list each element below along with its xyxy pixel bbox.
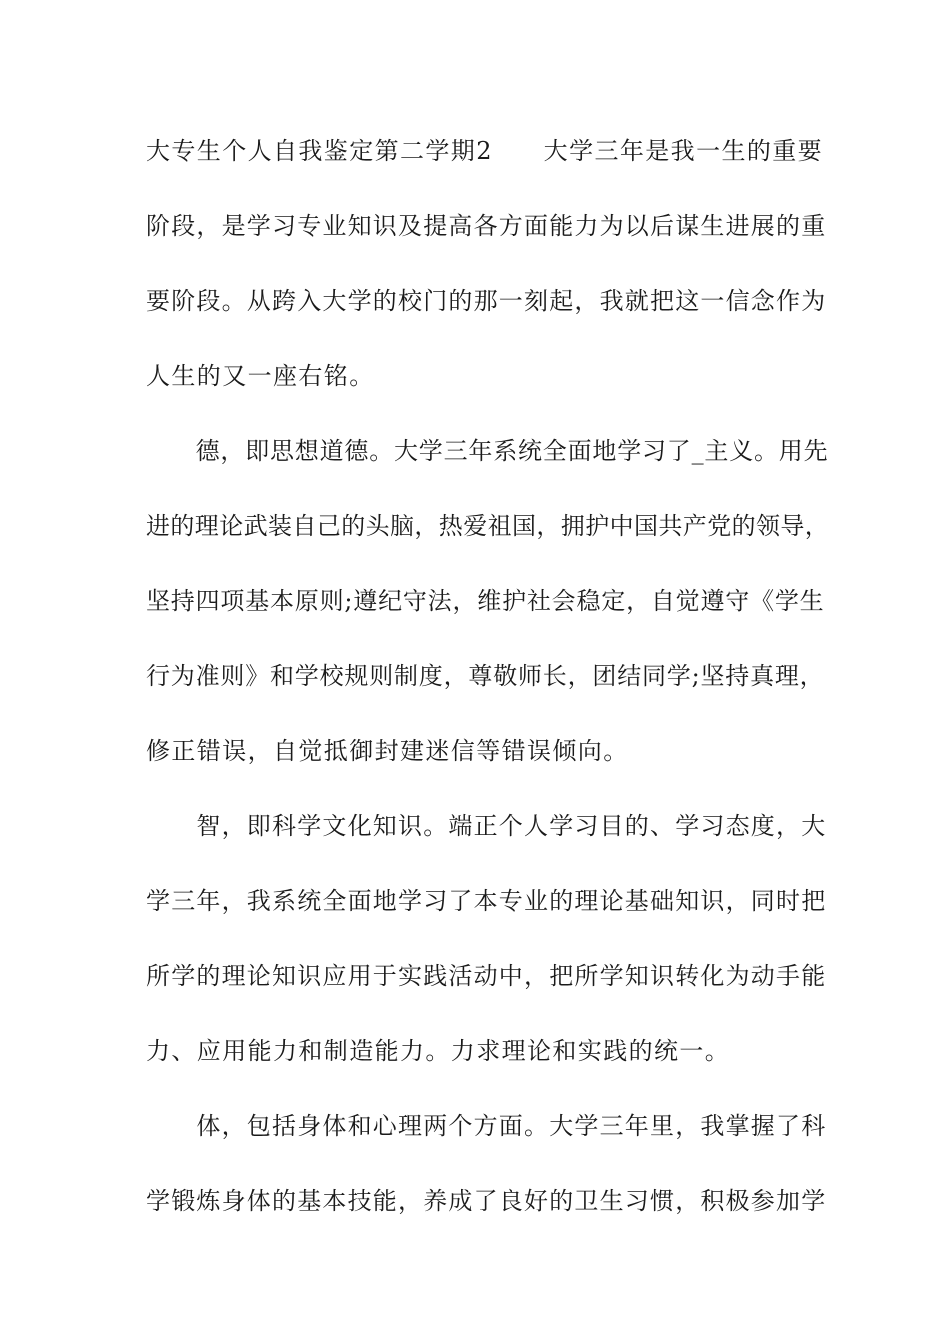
text-line: 人生的又一座右铭。 xyxy=(146,362,375,390)
text-line: 学锻炼身体的基本技能，养成了良好的卫生习惯，积极参加学 xyxy=(146,1187,827,1215)
text-line: 行为准则》和学校规则制度，尊敬师长，团结同学;坚持真理， xyxy=(146,662,825,690)
text-line: 德，即思想道德。大学三年系统全面地学习了_主义。用先 xyxy=(146,437,829,465)
text-line: 学三年，我系统全面地学习了本专业的理论基础知识，同时把 xyxy=(146,887,827,915)
text-line: 要阶段。从跨入大学的校门的那一刻起，我就把这一信念作为 xyxy=(146,287,827,315)
text-line: 坚持四项基本原则;遵纪守法，维护社会稳定，自觉遵守《学生 xyxy=(146,587,825,615)
text-line: 修正错误，自觉抵御封建迷信等错误倾向。 xyxy=(146,737,629,765)
text-line: 阶段，是学习专业知识及提高各方面能力为以后谋生进展的重 xyxy=(146,212,827,240)
text-line: 智，即科学文化知识。端正个人学习目的、学习态度，大 xyxy=(146,812,827,840)
text-line: 大专生个人自我鉴定第二学期2 大学三年是我一生的重要 xyxy=(146,137,824,165)
text-line: 所学的理论知识应用于实践活动中，把所学知识转化为动手能 xyxy=(146,962,827,990)
text-line: 进的理论武装自己的头脑，热爱祖国，拥护中国共产党的领导， xyxy=(146,512,830,540)
text-line: 力、应用能力和制造能力。力求理论和实践的统一。 xyxy=(146,1037,731,1065)
text-line: 体，包括身体和心理两个方面。大学三年里，我掌握了科 xyxy=(146,1112,827,1140)
